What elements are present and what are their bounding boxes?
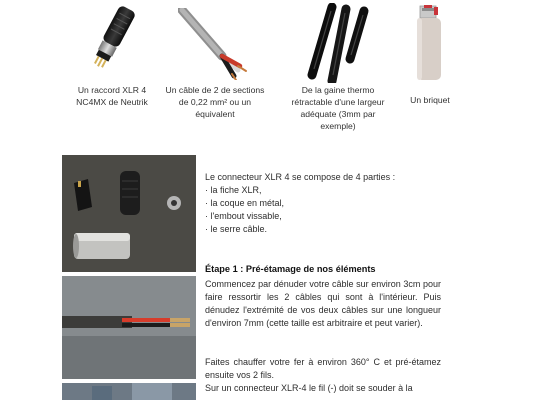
xlr-connector-image bbox=[82, 5, 142, 80]
xlr-parts-photo bbox=[62, 155, 196, 272]
stripped-cable-photo bbox=[62, 276, 196, 379]
step1-heading: Étape 1 : Pré-étamage de nos éléments bbox=[205, 264, 376, 274]
intro-list-item: · la coque en métal, bbox=[205, 198, 285, 208]
heat-shrink-image bbox=[302, 3, 377, 83]
intro-text: Le connecteur XLR 4 se compose de 4 parties : bbox=[205, 172, 396, 182]
material-caption-xlr: Un raccord XLR 4 NC4MX de Neutrik bbox=[76, 85, 148, 107]
step1-paragraph-2: Faites chauffer votre fer à environ 360° C et pré-étamez ensuite vos 2 fils. Sur un connecteur XLR-4 le fil (-) doit se souder à la bbox=[205, 357, 441, 393]
intro-list-item: · le serre câble. bbox=[205, 224, 268, 234]
step1-paragraph-1: Commencez par dénuder votre câble sur environ 3cm pour faire ressortir les 2 câbles qui sont à l'intérieur. Puis dénudez l'extrémité de vos deux câbles sur une longueur d'environ 7mm (cette taille est arbitraire et peut varier). bbox=[205, 279, 441, 328]
material-caption-lighter: Un briquet bbox=[410, 95, 450, 105]
intro-list-item: · la fiche XLR, bbox=[205, 185, 262, 195]
material-caption-cable: Un câble de 2 de sections de 0,22 mm² ou un équivalent bbox=[165, 85, 265, 119]
intro-list-item: · l'embout vissable, bbox=[205, 211, 282, 221]
soldering-photo bbox=[62, 383, 196, 400]
intro-section bbox=[205, 171, 441, 236]
cable-image bbox=[178, 8, 248, 80]
lighter-image bbox=[412, 4, 448, 84]
material-caption-heat-shrink: De la gaine thermo rétractable d'une largeur adéquate (3mm par exemple) bbox=[291, 85, 385, 131]
